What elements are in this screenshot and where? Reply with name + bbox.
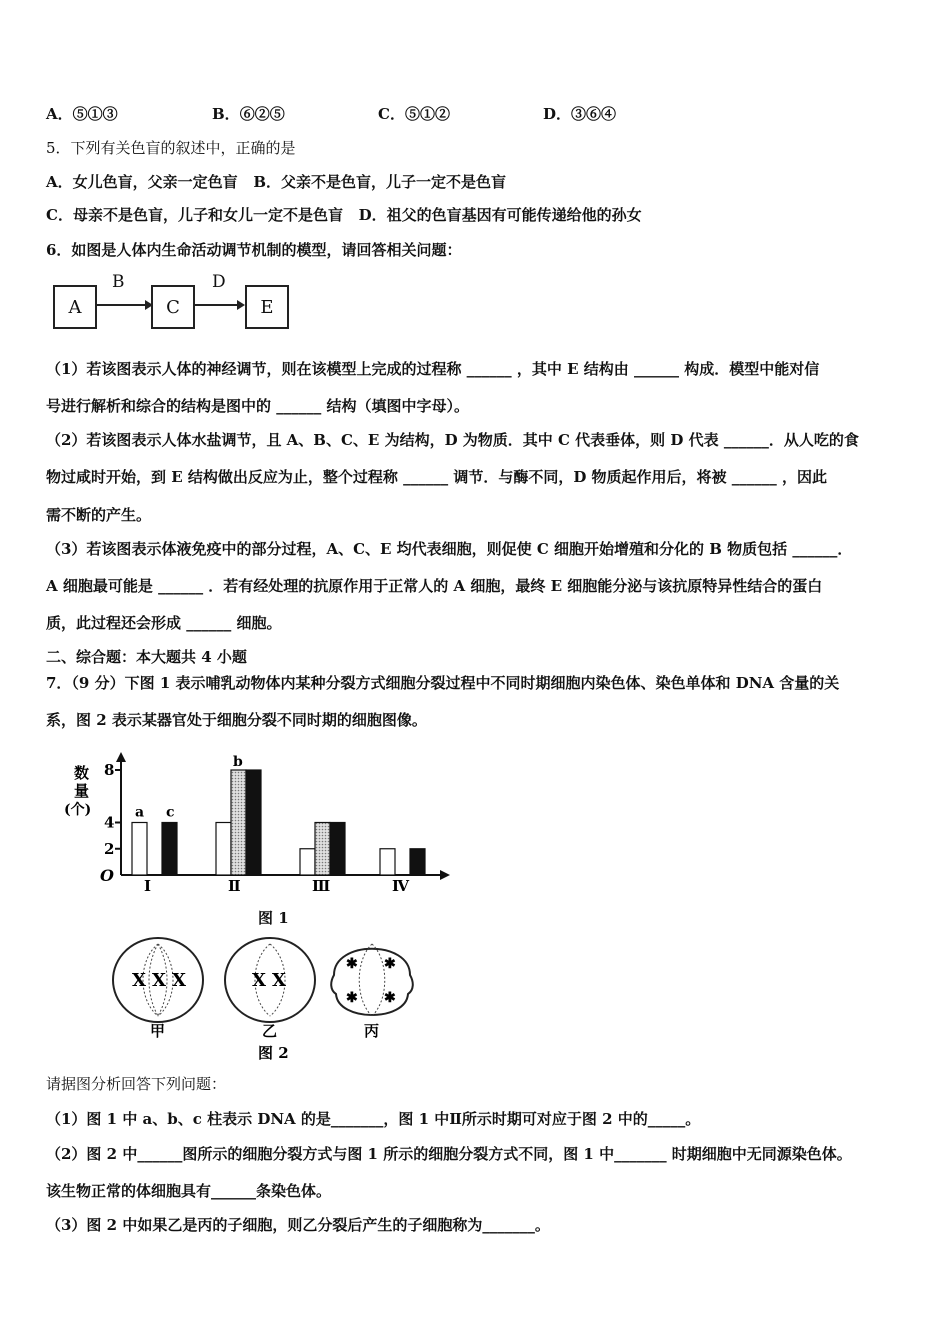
figure1-caption: 图 1	[258, 909, 289, 927]
bar-b-2	[231, 770, 246, 875]
y-tick-label: 2	[104, 839, 115, 858]
cell-bing	[331, 944, 413, 1016]
bar-c-3	[330, 823, 345, 876]
diagram-box-a: A	[53, 285, 97, 329]
q6-part2-line1: （2）若该图表示人体水盐调节，且 A、B、C、E 为结构，D 为物质．其中 C 代表垂体，则 D 代表 ______．从人吃的食	[46, 431, 859, 449]
chromosome-icon: X	[172, 970, 186, 991]
q6-stem: 6．如图是人体内生命活动调节机制的模型，请回答相关问题：	[46, 241, 462, 259]
diagram-box-c: C	[151, 285, 195, 329]
chromosome-icon: X	[132, 970, 146, 991]
q7-sub3: （3）图 2 中如果乙是丙的子细胞，则乙分裂后产生的子细胞称为_______。	[46, 1216, 550, 1234]
bar-c-1	[162, 823, 177, 876]
bar-a-2	[216, 823, 231, 876]
q7-sub2-line2: 该生物正常的体细胞具有______条染色体。	[46, 1182, 332, 1200]
q4-option-a: A．⑤①③	[46, 105, 118, 123]
diagram-arrow-label-b: B	[112, 272, 125, 292]
chromosome-icon: ✱	[346, 956, 358, 972]
chromosome-icon: X	[272, 970, 286, 991]
q7-sub2-line1: （2）图 2 中______图所示的细胞分裂方式与图 1 所示的细胞分裂方式不同，图 1 中_______ 时期细胞中无同源染色体。	[46, 1145, 852, 1163]
chromosome-icon: ✱	[384, 990, 396, 1006]
q4-option-c: C．⑤①②	[378, 105, 450, 123]
diagram-box-e: E	[245, 285, 289, 329]
q4-option-b: B．⑥②⑤	[212, 105, 285, 123]
x-tick-label: Ⅰ	[144, 877, 152, 895]
origin-label: O	[100, 866, 114, 885]
y-label-line1: 数	[74, 764, 90, 782]
q6-part1-line2: 号进行解析和综合的结构是图中的 ______ 结构（填图中字母）。	[46, 397, 469, 415]
y-tick-label: 4	[104, 813, 115, 832]
arrow-d-icon	[193, 295, 247, 315]
bar-c-4	[410, 849, 425, 875]
q5-stem: 5．下列有关色盲的叙述中，正确的是	[46, 139, 296, 157]
x-axis-arrow-icon	[440, 870, 450, 880]
arrow-b-icon	[95, 295, 155, 315]
y-tick-label: 8	[104, 761, 115, 779]
q7-prompt: 请据图分析回答下列问题：	[46, 1075, 227, 1093]
y-axis-arrow-icon	[116, 752, 126, 762]
q6-part3-line3: 质，此过程还会形成 ______ 细胞。	[46, 614, 282, 632]
section-2-heading: 二、综合题：本大题共 4 小题	[46, 648, 247, 666]
bar-series-label: a	[135, 804, 145, 821]
cell-jia	[113, 938, 203, 1022]
x-tick-label: Ⅳ	[392, 877, 410, 895]
q6-part3-line2: A 细胞最可能是 ______ ．若有经处理的抗原作用于正常人的 A 细胞，最终 E 细胞能分泌与该抗原特异性结合的蛋白	[46, 577, 823, 595]
cell-label-jia: 甲	[150, 1022, 166, 1040]
bar-b-3	[315, 823, 330, 876]
x-tick-label: Ⅱ	[228, 877, 241, 895]
q6-part3-line1: （3）若该图表示体液免疫中的部分过程，A、C、E 均代表细胞，则促使 C 细胞开始增殖和分化的 B 物质包括 ______．	[46, 540, 853, 558]
chromosome-icon: ✱	[384, 956, 396, 972]
bar-a-4	[380, 849, 395, 875]
cell-label-yi: 乙	[262, 1022, 278, 1040]
y-label-line3: (个)	[64, 802, 92, 818]
q6-part2-line2: 物过咸时开始，到 E 结构做出反应为止，整个过程称 ______ 调节．与酶不同，D 物质起作用后，将被 ______ ，因此	[46, 468, 828, 486]
bar-a-3	[300, 849, 315, 875]
cell-label-bing: 丙	[364, 1022, 380, 1040]
diagram-arrow-label-d: D	[212, 272, 226, 292]
figure1-bar-chart	[60, 750, 470, 930]
chromosome-icon: X	[252, 970, 266, 991]
bar-a-1	[132, 823, 147, 876]
q5-options-cd: C．母亲不是色盲，儿子和女儿一定不是色盲 D．祖父的色盲基因有可能传递给他的孙女	[46, 206, 642, 224]
q5-options-ab: A．女儿色盲，父亲一定色盲 B．父亲不是色盲，儿子一定不是色盲	[46, 173, 506, 191]
bar-c-2	[246, 770, 261, 875]
y-label-line2: 量	[74, 782, 90, 800]
x-tick-label: Ⅲ	[312, 877, 331, 895]
figure2-cells	[110, 930, 430, 1065]
q6-part1-line1: （1）若该图表示人体的神经调节，则在该模型上完成的过程称 ______ ，其中 E 结构由 ______ 构成．模型中能对信	[46, 360, 820, 378]
q4-option-d: D．③⑥④	[543, 105, 617, 123]
figure2-caption: 图 2	[258, 1044, 289, 1062]
chromosome-icon: ✱	[346, 990, 358, 1006]
chromosome-icon: X	[152, 970, 166, 991]
q7-sub1: （1）图 1 中 a、b、c 柱表示 DNA 的是_______，图 1 中Ⅱ所示时期可对应于图 2 中的_____。	[46, 1110, 701, 1128]
cell-yi	[225, 938, 315, 1022]
bar-series-label: b	[233, 754, 243, 770]
bar-series-label: c	[166, 804, 175, 821]
q6-part2-line3: 需不断的产生。	[46, 506, 152, 524]
q7-stem-line1: 7．（9 分）下图 1 表示哺乳动物体内某种分裂方式细胞分裂过程中不同时期细胞内染色体、染色单体和 DNA 含量的关	[46, 674, 840, 692]
q7-stem-line2: 系，图 2 表示某器官处于细胞分裂不同时期的细胞图像。	[46, 711, 427, 729]
